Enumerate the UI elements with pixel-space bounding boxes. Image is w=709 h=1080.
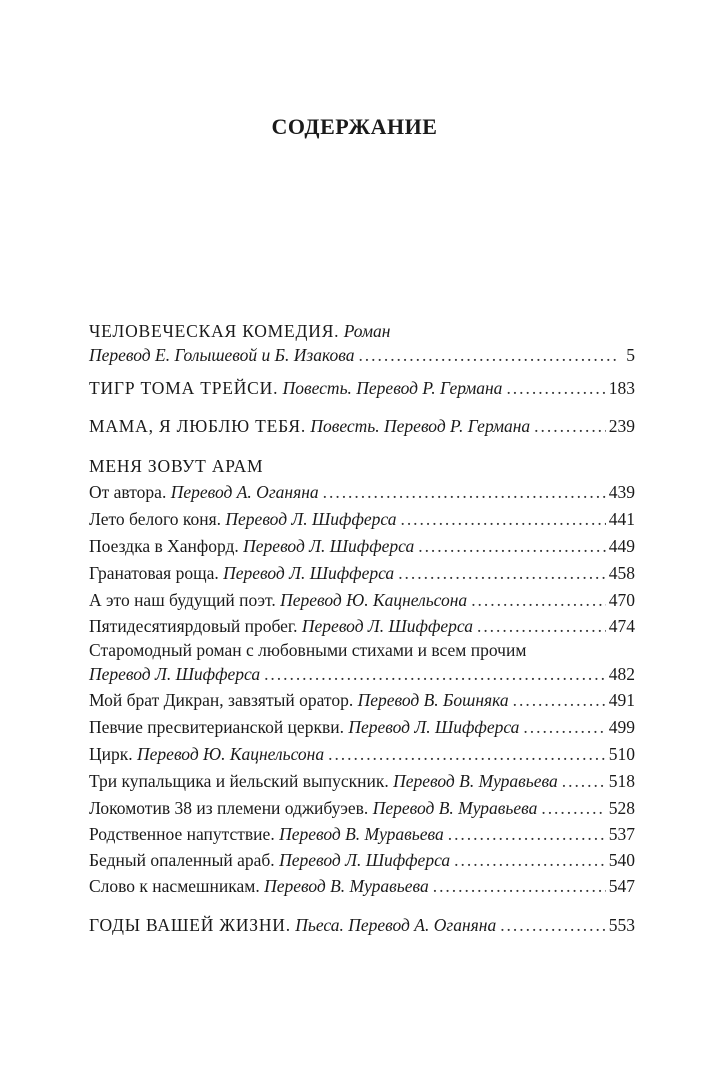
toc-entry-tom-tracy-tiger[interactable] bbox=[89, 376, 635, 400]
entry-title: Старомодный роман с любовными стихами и всем прочим bbox=[89, 640, 527, 660]
dot-leader bbox=[358, 343, 616, 367]
entry-title: ТИГР ТОМА ТРЕЙСИ. bbox=[89, 378, 279, 398]
entry-title: Родственное напутствие. bbox=[89, 824, 275, 844]
dot-leader bbox=[454, 848, 606, 872]
toc-entry-years-of-your-life[interactable] bbox=[89, 913, 635, 937]
entry-page-number: 458 bbox=[608, 563, 635, 583]
dot-leader bbox=[398, 561, 606, 585]
entry-page-number: 239 bbox=[608, 416, 635, 436]
toc-subentry[interactable] bbox=[89, 507, 635, 531]
entry-page-number: 491 bbox=[608, 690, 635, 710]
entry-translation: Перевод Л. Шифферса bbox=[279, 850, 451, 870]
entry-page-number: 482 bbox=[608, 664, 635, 684]
entry-page-number: 540 bbox=[608, 850, 635, 870]
toc-subentry[interactable] bbox=[89, 796, 635, 820]
entry-translation: Перевод Ю. Кацнельсона bbox=[280, 590, 468, 610]
toc-subentry[interactable] bbox=[89, 874, 635, 898]
entry-translation: Перевод Л. Шифферса bbox=[89, 664, 261, 684]
toc-subentry-continuation[interactable] bbox=[89, 662, 635, 686]
entry-title: Цирк. bbox=[89, 744, 133, 764]
entry-page-number: 518 bbox=[608, 771, 635, 791]
entry-page-number: 547 bbox=[608, 876, 635, 896]
toc-subentry[interactable] bbox=[89, 769, 635, 793]
toc-subentry[interactable] bbox=[89, 715, 635, 739]
dot-leader bbox=[433, 874, 606, 898]
entry-translation: Перевод Л. Шифферса bbox=[223, 563, 395, 583]
entry-title: МАМА, Я ЛЮБЛЮ ТЕБЯ. bbox=[89, 416, 306, 436]
toc-entry-human-comedy[interactable] bbox=[89, 319, 635, 343]
entry-page-number: 439 bbox=[608, 482, 635, 502]
dot-leader bbox=[264, 662, 606, 686]
toc-entry-mama-i-love-you[interactable] bbox=[89, 414, 635, 438]
toc-entry-human-comedy-translation[interactable] bbox=[89, 343, 635, 367]
entry-genre: Роман bbox=[343, 321, 391, 341]
toc-section-my-name-is-aram[interactable] bbox=[89, 454, 635, 478]
entry-translation: Перевод Л. Шифферса bbox=[225, 509, 397, 529]
entry-translation: Перевод А. Оганяна bbox=[170, 482, 319, 502]
toc-subentry[interactable] bbox=[89, 638, 635, 662]
entry-title: Певчие пресвитерианской церкви. bbox=[89, 717, 344, 737]
entry-note: Повесть. Перевод Р. Германа bbox=[310, 416, 531, 436]
entry-translation: Перевод В. Муравьева bbox=[393, 771, 558, 791]
dot-leader bbox=[471, 588, 606, 612]
section-title: МЕНЯ ЗОВУТ АРАМ bbox=[89, 456, 264, 476]
entry-translation: Перевод Е. Голышевой и Б. Изакова bbox=[89, 345, 355, 365]
entry-title: Мой брат Дикран, завзятый оратор. bbox=[89, 690, 354, 710]
entry-translation: Перевод Л. Шифферса bbox=[301, 616, 473, 636]
entry-title: От автора. bbox=[89, 482, 167, 502]
entry-page-number: 510 bbox=[608, 744, 635, 764]
entry-page-number: 474 bbox=[608, 616, 635, 636]
entry-translation: Перевод В. Бошняка bbox=[357, 690, 509, 710]
entry-page-number: 528 bbox=[608, 798, 635, 818]
dot-leader bbox=[448, 822, 606, 846]
toc-subentry[interactable] bbox=[89, 534, 635, 558]
entry-translation: Перевод В. Муравьева bbox=[264, 876, 429, 896]
entry-title: ГОДЫ ВАШЕЙ ЖИЗНИ. bbox=[89, 915, 291, 935]
entry-translation: Перевод В. Муравьева bbox=[372, 798, 538, 818]
toc-subentry[interactable] bbox=[89, 742, 635, 766]
entry-title: ЧЕЛОВЕЧЕСКАЯ КОМЕДИЯ. bbox=[89, 321, 340, 341]
entry-title: Поездка в Ханфорд. bbox=[89, 536, 239, 556]
toc-subentry[interactable] bbox=[89, 688, 635, 712]
entry-title: Локомотив 38 из племени оджибуэев. bbox=[89, 798, 369, 818]
entry-page-number: 183 bbox=[608, 378, 635, 398]
entry-title: Пятидесятиярдовый пробег. bbox=[89, 616, 298, 636]
dot-leader bbox=[506, 376, 605, 400]
dot-leader bbox=[323, 480, 606, 504]
toc-subentry[interactable] bbox=[89, 848, 635, 872]
dot-leader bbox=[523, 715, 605, 739]
entry-translation: Перевод В. Муравьева bbox=[279, 824, 444, 844]
toc-subentry[interactable] bbox=[89, 561, 635, 585]
dot-leader bbox=[400, 507, 605, 531]
dot-leader bbox=[541, 796, 605, 820]
entry-title: Бедный опаленный араб. bbox=[89, 850, 275, 870]
entry-title: Слово к насмешникам. bbox=[89, 876, 260, 896]
dot-leader bbox=[500, 913, 606, 937]
entry-title: А это наш будущий поэт. bbox=[89, 590, 276, 610]
entry-translation: Перевод Л. Шифферса bbox=[348, 717, 520, 737]
table-of-contents bbox=[89, 0, 635, 1080]
dot-leader bbox=[328, 742, 606, 766]
entry-title: Три купальщика и йельский выпускник. bbox=[89, 771, 389, 791]
toc-subentry[interactable] bbox=[89, 588, 635, 612]
dot-leader bbox=[418, 534, 606, 558]
dot-leader bbox=[562, 769, 606, 793]
entry-note: Пьеса. Перевод А. Оганяна bbox=[295, 915, 497, 935]
entry-translation: Перевод Л. Шифферса bbox=[243, 536, 415, 556]
entry-translation: Перевод Ю. Кацнельсона bbox=[137, 744, 325, 764]
dot-leader bbox=[513, 688, 606, 712]
page-title: СОДЕРЖАНИЕ bbox=[271, 114, 438, 139]
toc-subentry[interactable] bbox=[89, 822, 635, 846]
entry-page-number: 499 bbox=[608, 717, 635, 737]
entry-page-number: 470 bbox=[608, 590, 635, 610]
toc-subentry[interactable] bbox=[89, 480, 635, 504]
dot-leader bbox=[477, 614, 606, 638]
entry-page-number: 5 bbox=[626, 345, 635, 365]
toc-subentry[interactable] bbox=[89, 614, 635, 638]
entry-page-number: 553 bbox=[608, 915, 635, 935]
entry-page-number: 449 bbox=[608, 536, 635, 556]
entry-title: Гранатовая роща. bbox=[89, 563, 219, 583]
entry-page-number: 537 bbox=[608, 824, 635, 844]
dot-leader bbox=[534, 414, 606, 438]
entry-title: Лето белого коня. bbox=[89, 509, 222, 529]
entry-note: Повесть. Перевод Р. Германа bbox=[282, 378, 503, 398]
entry-page-number: 441 bbox=[608, 509, 635, 529]
